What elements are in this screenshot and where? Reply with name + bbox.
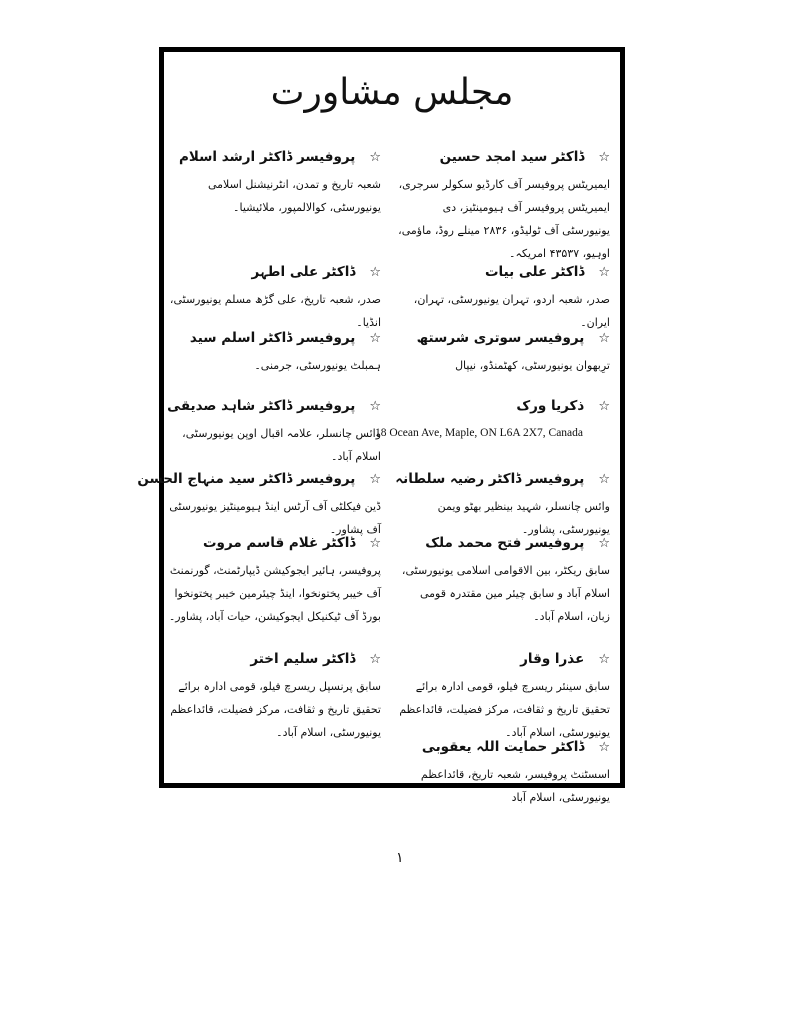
star-icon: ☆ (369, 331, 381, 346)
star-icon: ☆ (369, 472, 381, 487)
page-title: مجلس مشاورت (270, 72, 514, 113)
member-name: پروفیسر ڈاکٹر رضیہ سلطانہ (395, 471, 585, 487)
star-icon: ☆ (598, 150, 610, 165)
member-name: پروفیسر ڈاکٹر سید منہاج الحسن (137, 471, 356, 487)
member-entry (166, 327, 381, 377)
star-icon: ☆ (598, 472, 610, 487)
member-entry (395, 146, 610, 265)
member-name: ڈاکٹر علی بیات (484, 264, 585, 280)
star-icon: ☆ (369, 536, 381, 551)
member-name: ڈاکٹر علی اطہر (251, 264, 356, 280)
member-description: ایمیریٹس پروفیسر آف کارڈیو سکولر سرجری، ایمیریٹس پروفیسر آف ہیومینٹیز، دی یونیورسٹی آف ٹولیڈو، ۲۸۳۶ مینلے روڈ، ماؤمی، اوہیو، ۴۳۵۳۷ امریکہ۔ (398, 178, 610, 260)
member-entry (166, 395, 381, 468)
member-entry (395, 736, 610, 809)
star-icon: ☆ (598, 536, 610, 551)
member-name: عذرا وقار (520, 651, 585, 667)
page-number: ۱ (396, 850, 404, 866)
member-entry (395, 468, 610, 541)
member-name: ڈاکٹر سید امجد حسین (439, 149, 585, 165)
member-name: پروفیسر سوتری شرستھ (416, 330, 585, 346)
member-entry (395, 648, 610, 744)
member-description: ہمبلٹ یونیورسٹی، جرمنی۔ (254, 359, 381, 372)
star-icon: ☆ (598, 652, 610, 667)
star-icon: ☆ (369, 652, 381, 667)
star-icon: ☆ (598, 740, 610, 755)
member-name: پروفیسر فتح محمد ملک (425, 535, 585, 551)
member-description: وائس چانسلر، شہید بینظیر بھٹو ویمن یونیورسٹی، پشاور۔ (437, 500, 610, 536)
member-description: وائس چانسلر، علامہ اقبال اوپن یونیورسٹی، اسلام آباد۔ (182, 427, 381, 463)
member-entry (166, 261, 381, 334)
member-description: ڈین فیکلٹی آف آرٹس اینڈ ہیومینٹیز یونیورسٹی آف پشاور۔ (169, 500, 381, 536)
member-description: صدر، شعبہ اردو، تہران یونیورسٹی، تہران، ایران۔ (413, 293, 610, 329)
member-description: ترِبھوان یونیورسٹی، کھٹمنڈو، نیپال (455, 359, 610, 372)
member-description: صدر، شعبہ تاریخ، علی گڑھ مسلم یونیورسٹی، انڈیا۔ (169, 293, 381, 329)
member-name: پروفیسر ڈاکٹر ارشد اسلام (178, 149, 356, 165)
member-name: ڈاکٹر غلام قاسم مروت (202, 535, 356, 551)
member-address: 18 Ocean Ave, Maple, ON L6A 2X7, Canada (375, 427, 584, 439)
star-icon: ☆ (598, 399, 610, 414)
member-name: ذکریا ورک (516, 398, 585, 414)
star-icon: ☆ (369, 265, 381, 280)
member-name: پروفیسر ڈاکٹر اسلم سید (189, 330, 356, 346)
member-description: پروفیسر، ہائیر ایجوکیشن ڈیپارٹمنٹ، گورنمنٹ آف خیبر پختونخوا، اینڈ چیئرمین خیبر پختونخوا بورڈ آف ٹیکنیکل ایجوکیشن، حیات آباد، پشاور۔ (168, 564, 381, 623)
star-icon: ☆ (598, 331, 610, 346)
member-entry (166, 648, 381, 744)
member-entry (395, 532, 610, 628)
star-icon: ☆ (598, 265, 610, 280)
member-description: شعبہ تاریخ و تمدن، انٹرنیشنل اسلامی یونیورسٹی، کوالالمپور، ملائیشیا۔ (207, 178, 381, 214)
member-description: سابق ریکٹر، بین الاقوامی اسلامی یونیورسٹی، اسلام آباد و سابق چیئر مین مقتدرہ قومی زبان، اسلام آباد۔ (401, 564, 610, 623)
member-description: سابق سینئر ریسرچ فیلو، قومی ادارہ برائے تحقیق تاریخ و ثقافت، مرکز فضیلت، قائداعظم یونیورسٹی، اسلام آباد۔ (399, 680, 610, 739)
member-name: ڈاکٹر سلیم اختر (250, 651, 356, 667)
star-icon: ☆ (369, 150, 381, 165)
member-name: ڈاکٹر حمایت اللہ یعقوبی (421, 739, 585, 755)
member-description: سابق پرنسپل ریسرچ فیلو، قومی ادارہ برائے تحقیق تاریخ و ثقافت، مرکز فضیلت، قائداعظم یونیورسٹی، اسلام آباد۔ (170, 680, 381, 739)
member-description: اسسٹنٹ پروفیسر، شعبہ تاریخ، قائداعظم یونیورسٹی، اسلام آباد (420, 768, 610, 804)
member-entry (375, 395, 610, 445)
member-entry (137, 468, 381, 541)
member-entry (166, 146, 381, 219)
member-name: پروفیسر ڈاکٹر شاہد صدیقی (167, 398, 356, 414)
member-entry (395, 327, 610, 377)
member-entry (395, 261, 610, 334)
member-entry (166, 532, 381, 628)
star-icon: ☆ (369, 399, 381, 414)
